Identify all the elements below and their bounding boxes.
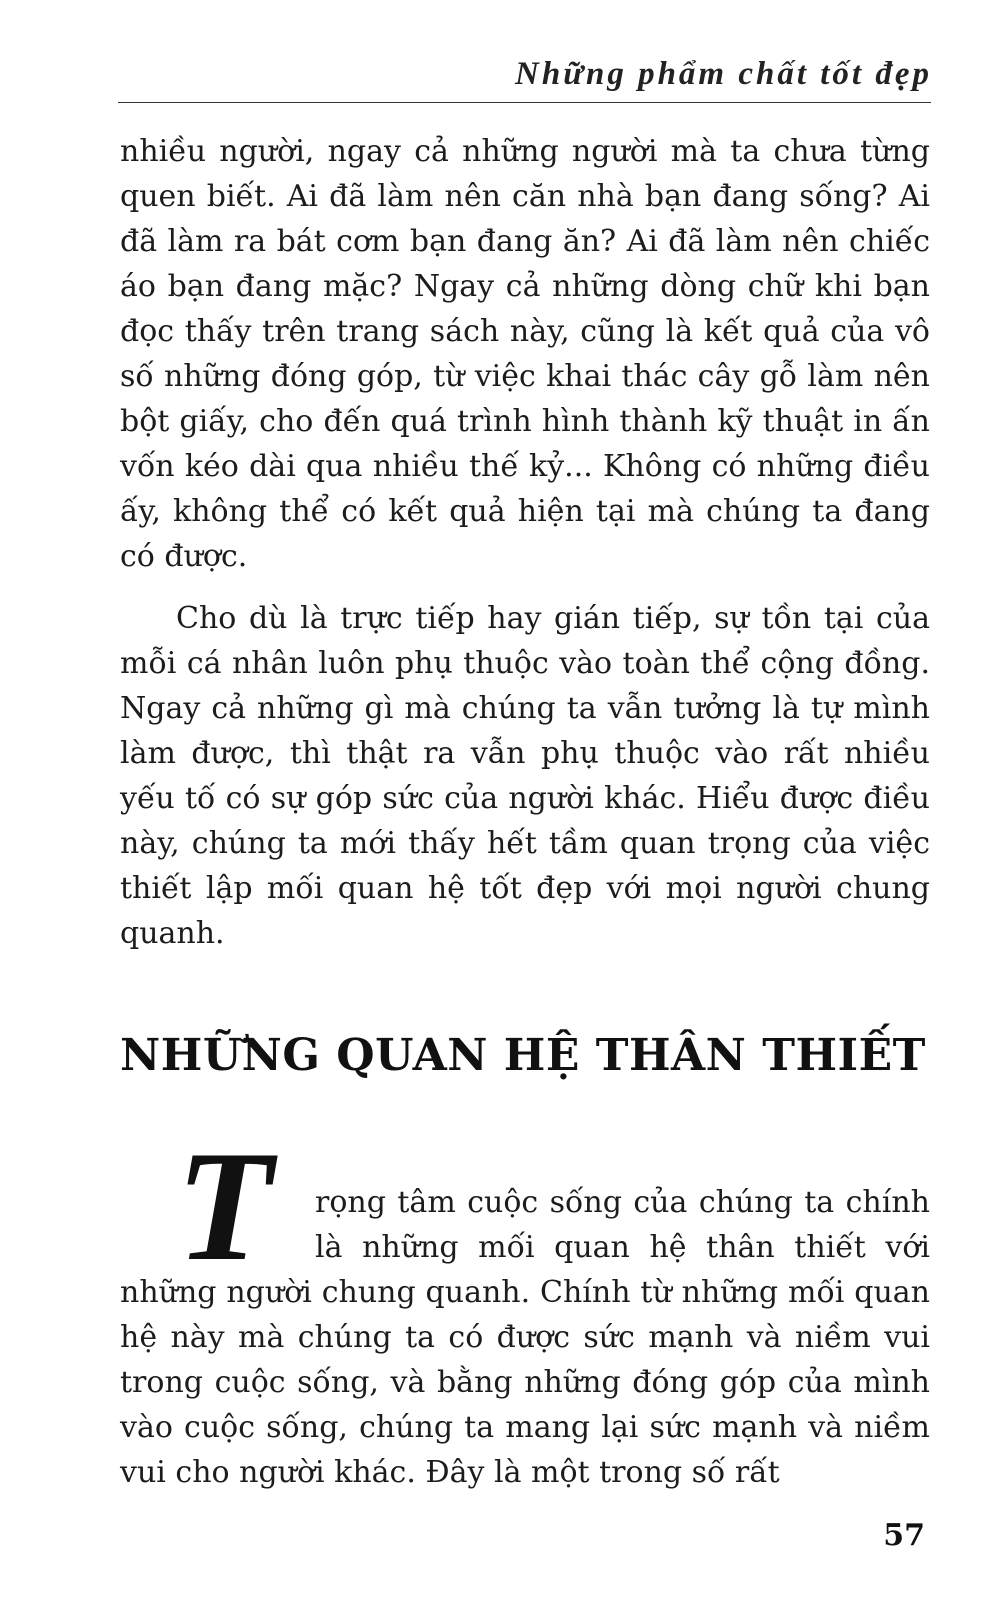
paragraph-2-text: Cho dù là trực tiếp hay gián tiếp, sự tồn tại của mỗi cá nhân luôn phụ thuộc vào toàn thể cộng đồng. Ngay cả những gì mà chúng ta vẫn tưởng là tự mình làm được, thì thật ra vẫn phụ thuộc vào rất nhiều yếu tố có sự góp sức của người khác. Hiểu được điều này, chúng ta mới thấy hết tầm quan trọng của việc thiết lập mối quan hệ tốt đẹp với mọi người chung quanh. [120, 601, 930, 951]
section-first-line: rọng tâm cuộc sống của chúng ta chính [315, 1185, 930, 1220]
paragraph-1 [120, 129, 930, 579]
page-number: 57 [883, 1518, 925, 1553]
paragraph-2 [120, 596, 930, 956]
section-second-line: là những mối quan hệ thân thiết với [315, 1230, 930, 1265]
paragraph-1-text: nhiều người, ngay cả những người mà ta chưa từng quen biết. Ai đã làm nên căn nhà bạn đang sống? Ai đã làm ra bát cơm bạn đang ăn? Ai đã làm nên chiếc áo bạn đang mặc? Ngay cả những dòng chữ khi bạn đọc thấy trên trang sách này, cũng là kết quả của vô số những đóng góp, từ việc khai thác cây gỗ làm nên bột giấy, cho đến quá trình hình thành kỹ thuật in ấn vốn kéo dài qua nhiều thế kỷ... Không có những điều ấy, không thể có kết quả hiện tại mà chúng ta đang có được. [120, 134, 930, 574]
header-rule [118, 102, 931, 103]
running-header: Những phẩm chất tốt đẹp [515, 56, 932, 92]
drop-cap-letter: T [176, 1119, 273, 1294]
section-paragraph [120, 1180, 930, 1495]
section-heading: NHỮNG QUAN HỆ THÂN THIẾT [120, 1030, 926, 1081]
section-paragraph-rest: những người chung quanh. Chính từ những mối quan hệ này mà chúng ta có được sức mạnh và niềm vui trong cuộc sống, và bằng những đóng góp của mình vào cuộc sống, chúng ta mang lại sức mạnh và niềm vui cho người khác. Đây là một trong số rất [120, 1275, 930, 1490]
